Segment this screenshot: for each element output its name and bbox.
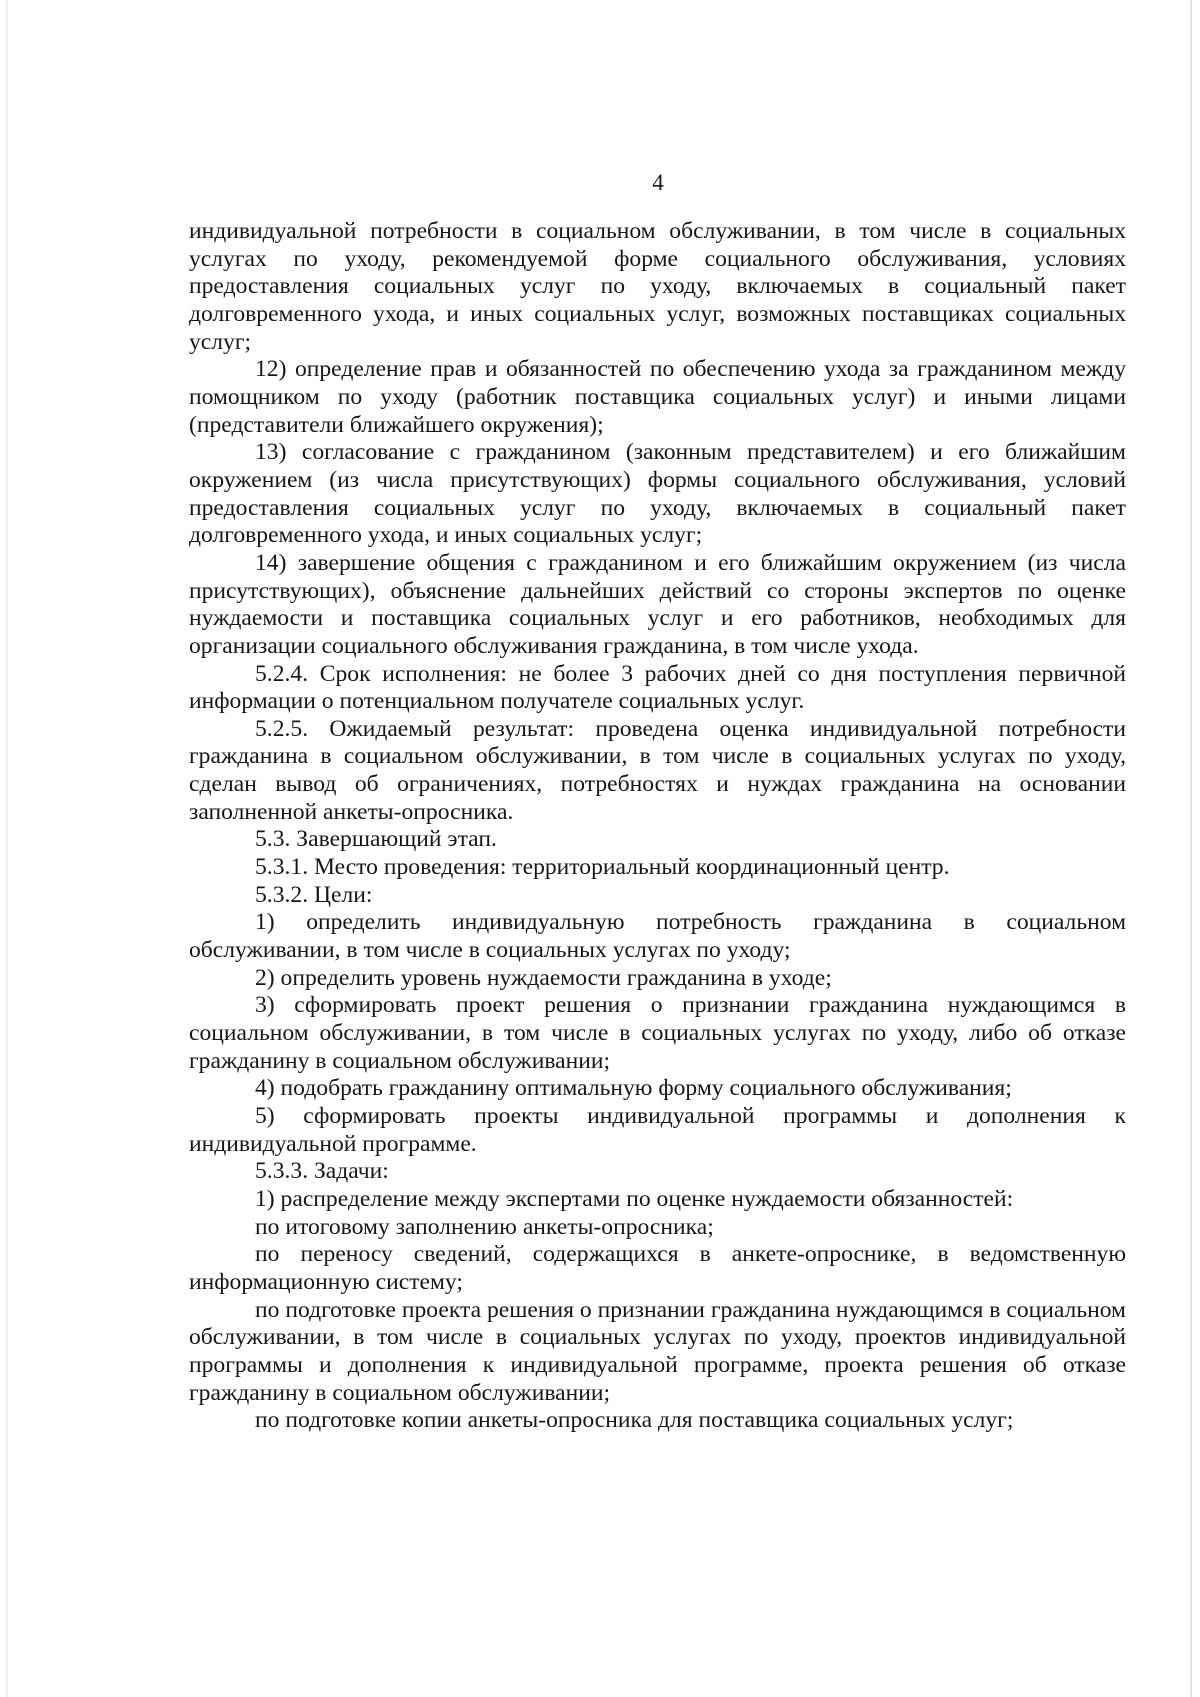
paragraph-continuation: индивидуальной потребности в социальном обслуживании, в том числе в социальных услугах по уходу, рекомендуемой форме социального обслуживания, условиях предоставления социальных услуг по уходу, включаемых в социальный пакет долговременного ухода, и иных социальных услуг, возможных поставщиках социальных услуг;	[189, 218, 1126, 355]
task-subitem-copy: по подготовке копии анкеты-опросника для поставщика социальных услуг;	[255, 1407, 1014, 1434]
page-number: 4	[652, 170, 664, 195]
goal-item-1: 1) определить индивидуальную потребность гражданина в социальном обслуживании, в том числе в социальных услугах по уходу;	[189, 909, 1126, 964]
task-subitem-transfer: по переносу сведений, содержащихся в анкете-опроснике, в ведомственную информационную систему;	[189, 1241, 1126, 1295]
list-item-14: 14) завершение общения с гражданином и его ближайшим окружением (из числа присутствующих), объяснение дальнейших действий со стороны экспертов по оценке нуждаемости и поставщика социальных услуг и его работников, необходимых для организации социального обслуживания гражданина, в том числе ухода.	[189, 549, 1126, 659]
document-body	[189, 218, 1126, 1435]
goal-item-2: 2) определить уровень нуждаемости гражданина в уходе;	[255, 964, 832, 991]
page-right-edge	[1190, 0, 1192, 1697]
list-item-12: 12) определение прав и обязанностей по обеспечению ухода за гражданином между помощником по уходу (работник поставщика социальных услуг) и иными лицами (представители ближайшего окружения);	[189, 356, 1126, 438]
goal-item-4: 4) подобрать гражданину оптимальную форму социального обслуживания;	[255, 1075, 1012, 1102]
task-subitem-questionnaire: по итоговому заполнению анкеты-опросника;	[255, 1213, 714, 1240]
task-subitem-decision-draft: по подготовке проекта решения о признании гражданина нуждающимся в социальном обслуживании, в том числе в социальных услугах по уходу, проектов индивидуальной программы и дополнения к индивидуальной программе, проекта решения об отказе гражданину в социальном обслуживании;	[189, 1296, 1126, 1406]
section-5-3-heading: 5.3. Завершающий этап.	[255, 826, 497, 853]
section-5-2-4: 5.2.4. Срок исполнения: не более 3 рабочих дней со дня поступления первичной информации о потенциальном получателе социальных услуг.	[189, 660, 1126, 715]
page-left-edge	[6, 0, 8, 1697]
section-5-3-2-heading: 5.3.2. Цели:	[255, 881, 373, 908]
goal-item-5: 5) сформировать проекты индивидуальной программы и дополнения к индивидуальной программе.	[189, 1103, 1126, 1157]
goal-item-3: 3) сформировать проект решения о признании гражданина нуждающимся в социальном обслуживании, в том числе в социальных услугах по уходу, либо об отказе гражданину в социальном обслуживании;	[189, 992, 1126, 1074]
task-item-1: 1) распределение между экспертами по оценке нуждаемости обязанностей:	[255, 1185, 1014, 1212]
list-item-13: 13) согласование с гражданином (законным представителем) и его ближайшим окружением (из числа присутствующих) формы социального обслуживания, условий предоставления социальных услуг по уходу, включаемых в социальный пакет долговременного ухода, и иных социальных услуг;	[189, 439, 1126, 549]
section-5-3-1: 5.3.1. Место проведения: территориальный координационный центр.	[255, 854, 950, 881]
section-5-2-5: 5.2.5. Ожидаемый результат: проведена оценка индивидуальной потребности гражданина в социальном обслуживании, в том числе в социальных услугах по уходу, сделан вывод об ограничениях, потребностях и нуждах гражданина на основании заполненной анкеты-опросника.	[189, 715, 1126, 825]
section-5-3-3-heading: 5.3.3. Задачи:	[255, 1158, 389, 1185]
